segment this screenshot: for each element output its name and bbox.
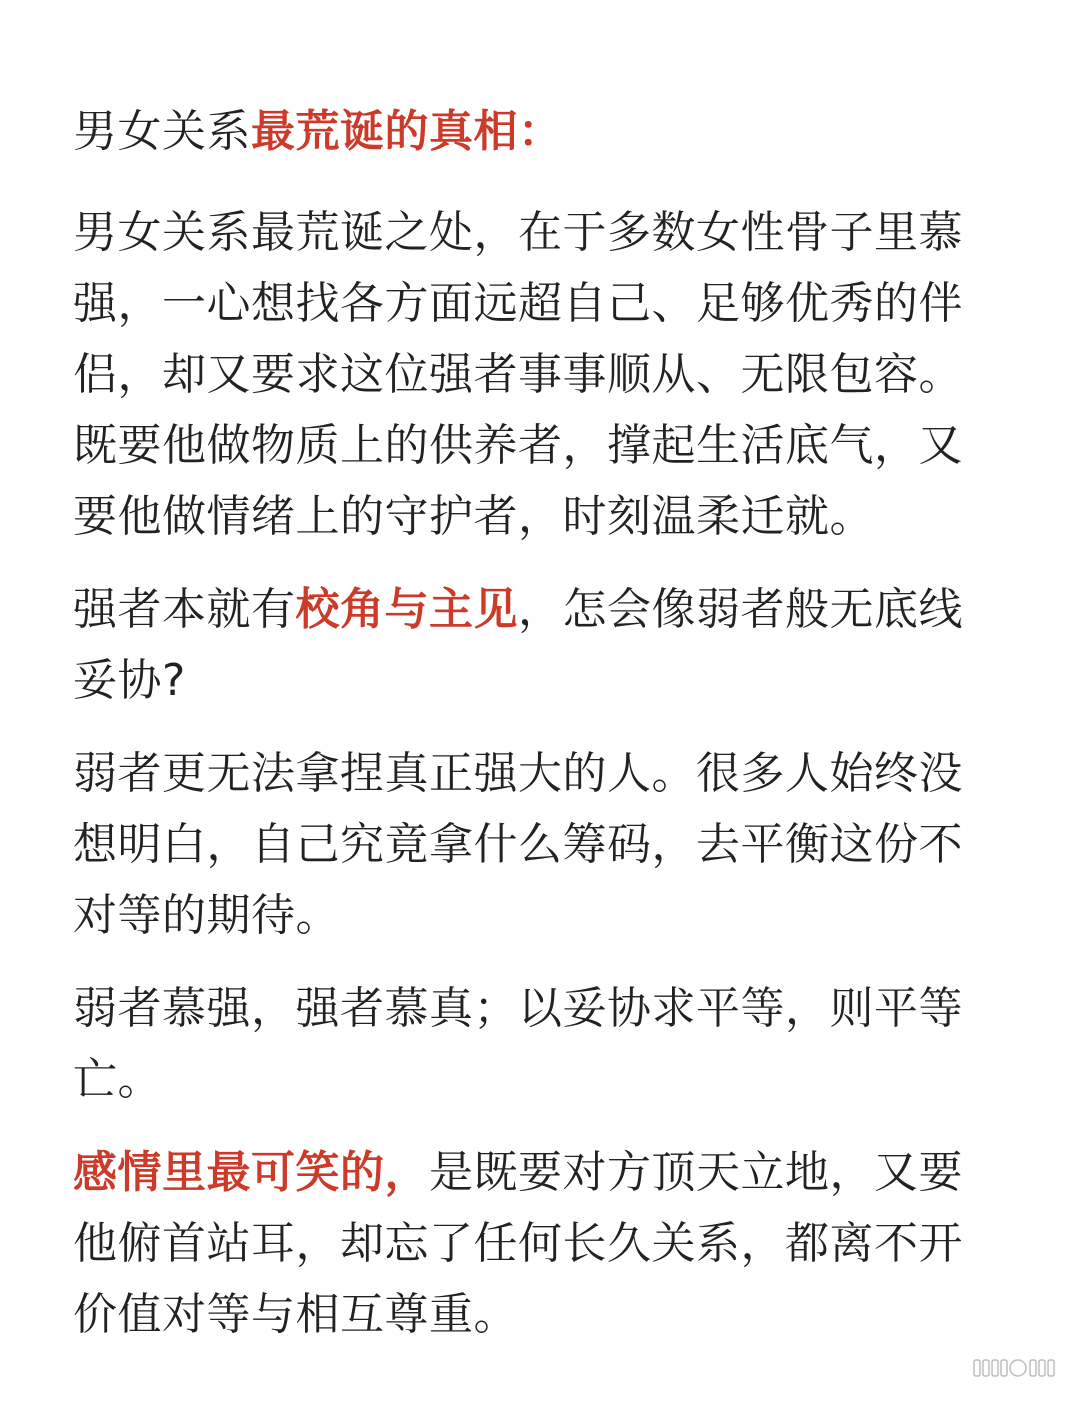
article-body xyxy=(73,96,973,1372)
paragraph-2-highlight: 校角与主见 xyxy=(295,584,518,635)
paragraph-2-text-after: ，怎会像弱者般无底线妥协? xyxy=(73,584,963,706)
watermark-bars-icon xyxy=(972,1356,1058,1380)
paragraph-5 xyxy=(73,1137,973,1350)
platform-watermark-icon xyxy=(972,1356,1058,1380)
paragraph-4: 弱者慕强，强者慕真；以妥协求平等，则平等亡。 xyxy=(73,983,963,1105)
paragraph-2-text-before: 强者本就有 xyxy=(73,584,296,635)
title-highlight: 最荒诞的真相： xyxy=(251,106,563,157)
title-plain: 男女关系 xyxy=(73,106,251,157)
article-title xyxy=(73,96,973,167)
paragraph-1: 男女关系最荒诞之处，在于多数女性骨子里慕强，一心想找各方面远超自己、足够优秀的伴侣，却又要求这位强者事事顺从、无限包容。既要他做物质上的供养者，撑起生活底气，又要他做情绪上的守护者，时刻温柔迁就。 xyxy=(73,207,963,542)
paragraph-3: 弱者更无法拿捏真正强大的人。很多人始终没想明白，自己究竟拿什么筹码，去平衡这份不对等的期待。 xyxy=(73,748,963,941)
paragraph-2 xyxy=(73,574,973,716)
paragraph-5-text-after: 是既要对方顶天立地，又要他俯首站耳，却忘了任何长久关系，都离不开价值对等与相互尊重。 xyxy=(73,1147,963,1340)
paragraph-5-highlight: 感情里最可笑的， xyxy=(73,1147,429,1198)
